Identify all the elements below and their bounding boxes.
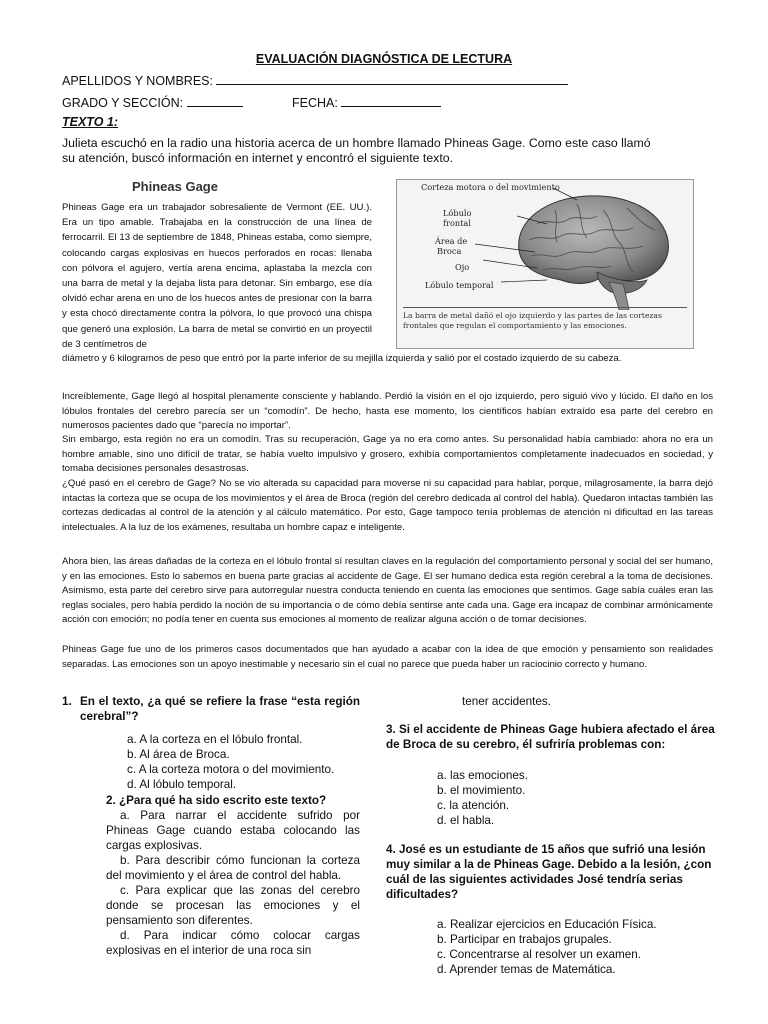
- option-b[interactable]: b. el movimiento.: [437, 784, 526, 797]
- article-paragraph-2: Increíblemente, Gage llegó al hospital plenamente consciente y hablando. Perdió la visión en el ojo izquierdo, pero siguió vivo y lúcido. El daño en los lóbulos frontales del cerebro parecía ser un “comodín”. De hecho, hasta ese momento, los científicos habían extraído esa parte del cerebro en numerosos pacientes dado que “parecía no importar”.: [62, 391, 713, 432]
- article-paragraph-1: Phineas Gage era un trabajador sobresaliente de Vermont (EE. UU.). Era un tipo amable. Trabajaba en la construcción de una línea de ferrocarril. El 13 de septiembre de 1848, Phineas estaba, como siempre, colocando cargas explosivas en huecos perforados en rocas: llenaba con pólvora el agujero, vertía arena encima, aplastaba la mezcla con una barra de metal y la dejaba lista para detonar. Sin embargo, ese día olvidó echar arena en uno de los huecos antes de presionar con la barra y esta chocó directamente contra la pólvora, lo que provocó una chispa que generó una explosión. La barra de metal se convirtió en un proyectil de 3 centímetros de: [62, 202, 372, 350]
- article-paragraph-4: ¿Qué pasó en el cerebro de Gage? No se vio alterada su capacidad para moverse ni su capacidad para hablar, porque, milagrosamente, la barra dejó intactas la corteza que se ocupa de los movimientos y el área de Broca (región del cerebro dedicada al control del habla). Quedaron intactas también las cortezas dedicadas al control de la atención y al cálculo matemático. Por esto, Gage tampoco tenía problemas de atención ni dificultad en las tareas intelectuales. A la luz de los exámenes, resultaba un hombre capaz e inteligente.: [62, 478, 713, 533]
- option-d[interactable]: d. Al lóbulo temporal.: [127, 778, 237, 791]
- option-c[interactable]: c. A la corteza motora o del movimiento.: [127, 763, 335, 776]
- names-blank: [216, 73, 568, 85]
- brain-figure: [396, 179, 694, 349]
- article-paragraph-1-continued: diámetro y 6 kilogramos de peso que entró por la parte inferior de su mejilla izquierda y salió por el costado izquierdo de su cabeza.: [62, 353, 622, 364]
- label-temporal-lobe: Lóbulo temporal: [425, 280, 494, 290]
- question-number: 4.: [386, 843, 396, 856]
- question-text: En el texto, ¿a qué se refiere la frase “esta región cerebral”?: [80, 695, 360, 723]
- option-a[interactable]: a. Para narrar el accidente sufrido por Phineas Gage cuando estaba colocando las cargas explosivas.: [106, 809, 360, 852]
- option-a[interactable]: a. las emociones.: [437, 769, 528, 782]
- names-row: [62, 73, 568, 88]
- label-eye: Ojo: [455, 262, 470, 272]
- article-paragraph-5: Ahora bien, las áreas dañadas de la corteza en el lóbulo frontal sí resultan claves en la regulación del comportamiento personal y social del ser humano, y en las emociones. Esto lo sabemos en buena parte gracias al accidente de Gage. El ser humano dedica esta región cerebral a la toma de decisiones. Asimismo, esta parte del cerebro sirve para autorregular nuestra conducta teniendo en cuenta las emociones que sentimos. Gage sabía cuáles eran las reglas sociales, pero había perdido la noción de su importancia o de cómo debía sentirse ante cada una. Gage era incapaz de combinar armónicamente acción con emoción; no podía tener en cuenta sus emociones al momento de realizar alguna acción o de tomar decisiones.: [62, 556, 713, 626]
- question-text: José es un estudiante de 15 años que sufrió una lesión muy similar a la de Phineas Gage. Debido a la lesión, ¿con cuál de las siguientes actividades José tendría serias dificultades?: [386, 843, 712, 901]
- option-b[interactable]: b. Al área de Broca.: [127, 748, 230, 761]
- intro-paragraph: Julieta escuchó en la radio una historia acerca de un hombre llamado Phineas Gage. Como este caso llamó su atención, buscó información en internet y encontró el siguiente texto.: [62, 136, 651, 165]
- option-d[interactable]: d. el habla.: [437, 814, 495, 827]
- question-text: Si el accidente de Phineas Gage hubiera afectado el área de Broca de su cerebro, él sufriría problemas con:: [386, 723, 715, 751]
- option-b[interactable]: b. Participar en trabajos grupales.: [437, 933, 612, 946]
- grade-blank: [187, 95, 243, 107]
- figure-caption: La barra de metal dañó el ojo izquierdo y las partes de las cortezas frontales que regulan el comportamiento y las emociones.: [403, 311, 662, 330]
- question-number: 2.: [106, 794, 116, 807]
- option-b[interactable]: b. Para describir cómo funcionan la corteza del movimiento y el área de control del habla.: [106, 854, 360, 882]
- article-paragraph-6: Phineas Gage fue uno de los primeros casos documentados que han ayudado a acabar con la idea de que emoción y pensamiento son realidades separadas. Las emociones son un apoyo inestimable y necesario sin el cual no parece que pueda haber un raciocinio correcto y humano.: [62, 644, 713, 670]
- article-paragraph-3: Sin embargo, esta región no era un comodín. Tras su recuperación, Gage ya no era como antes. Su personalidad había cambiado: ahora no era un hombre amable, sino uno difícil de tratar, se había vuelto impulsivo y grosero, exhibía comportamientos completamente inadecuados en sociedad, y tomaba decisiones personales desastrosas.: [62, 434, 713, 475]
- question-number: 1.: [62, 695, 72, 708]
- label-frontal-lobe-1: Lóbulo: [443, 208, 472, 218]
- grade-row: [62, 95, 243, 110]
- question-2-options: [106, 808, 360, 958]
- grade-label: GRADO Y SECCIÓN:: [62, 96, 184, 110]
- label-broca-2: Broca: [437, 246, 462, 256]
- question-1: [62, 694, 360, 724]
- question-number: 3.: [386, 723, 396, 736]
- label-broca-1: Área de: [435, 236, 468, 246]
- option-c[interactable]: c. Concentrarse al resolver un examen.: [437, 948, 641, 961]
- option-c[interactable]: c. la atención.: [437, 799, 510, 812]
- option-d[interactable]: d. Aprender temas de Matemática.: [437, 963, 616, 976]
- article-title: Phineas Gage: [132, 179, 218, 194]
- question-text: ¿Para qué ha sido escrito este texto?: [119, 794, 327, 807]
- date-label: FECHA:: [292, 96, 338, 110]
- question-3-options: [437, 768, 707, 828]
- question-2: [106, 793, 364, 808]
- date-blank: [341, 95, 441, 107]
- option-c[interactable]: c. Para explicar que las zonas del cerebro donde se procesan las emociones y el pensamiento son diferentes.: [106, 884, 360, 927]
- question-2-continuation: tener accidentes.: [462, 695, 552, 708]
- question-1-options: [127, 732, 363, 792]
- question-4-options: [437, 917, 717, 977]
- caption-divider: [403, 307, 687, 308]
- option-a[interactable]: a. A la corteza en el lóbulo frontal.: [127, 733, 303, 746]
- option-d[interactable]: d. Para indicar cómo colocar cargas explosivas en el interior de una roca sin: [106, 929, 360, 957]
- question-4: [386, 842, 718, 902]
- option-a[interactable]: a. Realizar ejercicios en Educación Física.: [437, 918, 657, 931]
- text-label: TEXTO 1:: [62, 115, 119, 129]
- label-frontal-lobe-2: frontal: [443, 218, 471, 228]
- question-3: [386, 722, 716, 752]
- names-label: APELLIDOS Y NOMBRES:: [62, 74, 213, 88]
- label-motor-cortex: Corteza motora o del movimiento: [421, 182, 560, 192]
- date-row: [292, 95, 441, 110]
- page-title: EVALUACIÓN DIAGNÓSTICA DE LECTURA: [255, 52, 513, 66]
